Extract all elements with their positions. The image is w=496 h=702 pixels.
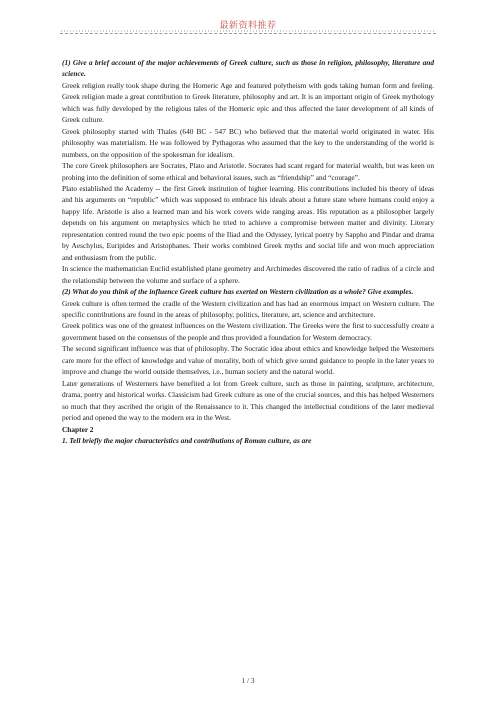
paragraph-later-generations: Later generations of Westerners have benefited a lot from Greek culture, such as those in painting, sculpture, architecture, drama, poetry and historical works. Classicism had Greek culture as one of the crucial sources, and this has helped Westerners so much that they ascribed the origin of the Renaissance to it. This changed the intellectual conditions of the later medieval period and opened the way to the modern era in the West. bbox=[62, 378, 434, 423]
paragraph-philosophers: The core Greek philosophers are Socrates, Plato and Aristotle. Socrates had scant regard for material wealth, but was keen on probing into the definition of some ethical and behavioral issues, such as “friendship” and “courage”. bbox=[62, 161, 434, 182]
paragraph-politics: Greek politics was one of the greatest influences on the Western civilization. The Greeks were the first to successfully create a government based on the consensus of the people and thus provided a foundation for Western democracy. bbox=[62, 321, 434, 342]
paragraph-philosophy-influence: The second significant influence was that of philosophy. The Socratic idea about ethics and knowledge helped the Westerners care more for the effect of knowledge and value of morality, both of which give sound guidance to people in the later years to improve and change the world outside themselves, i.e., human society and the natural world. bbox=[62, 344, 434, 377]
paragraph-religion: Greek religion really took shape during the Homeric Age and featured polytheism with gods taking human form and feeling. Greek religion made a great contribution to Greek literature, philosophy and art. It is an important origin of Greek mythology which was fully developed by the religious tales of the Homeric epic and thus affected the later development of all kinds of Greek culture. bbox=[62, 80, 434, 125]
paragraph-philosophy: Greek philosophy started with Thales (640 BC - 547 BC) who believed that the material world originated in water. His philosophy was materialism. He was followed by Pythagoras who assumed that the key to the understanding of the world is numbers, on the opposition of the spokesman for idealism. bbox=[62, 126, 434, 159]
paragraph-plato: Plato established the Academy -- the first Greek institution of higher learning. His contributions included his theory of ideas and his arguments on “republic” which was supposed to embrace his ideals about a future state where humans could enjoy a happy life. Aristotle is also a learned man and his work covers wide ranging areas. His reputation as a philosopher largely depends on his argument on metaphysics which he tried to achieve a compromise between matter and divinity. Literary representation centred round the two epic poems of the Iliad and the Odyssey, lyrical poetry by Sappho and Pindar and drama by Aeschylus, Euripides and Aristophanes. Their works combined Greek myths and social life and won much appreciation and enthusiasm from the public. bbox=[62, 183, 434, 262]
header-title: 最新资料推荐 bbox=[216, 20, 279, 30]
header-rule bbox=[60, 33, 436, 34]
paragraph-science: In science the mathematician Euclid established plane geometry and Archimedes discovered the ratio of radius of a circle and the relationship between the volume and surface of a sphere. bbox=[62, 264, 434, 285]
question-1: (1) Give a brief account of the major achievements of Greek culture, such as those in religion, philosophy, literature and science. bbox=[62, 58, 434, 79]
page-header bbox=[60, 18, 436, 32]
paragraph-influence: Greek culture is often termed the cradle of the Western civilization and has had an enormous impact on Western culture. The specific contributions are found in the areas of philosophy, politics, literature, art, science and architecture. bbox=[62, 298, 434, 319]
question-chapter2-1: 1. Tell briefly the major characteristics and contributions of Roman culture, as are bbox=[62, 435, 312, 445]
chapter-heading: Chapter 2 bbox=[62, 424, 94, 434]
page-number: 1 / 3 bbox=[241, 676, 255, 685]
question-2: (2) What do you think of the influence Greek culture has exerted on Western civilization as a whole? Give examples. bbox=[62, 287, 414, 297]
document-body bbox=[62, 57, 434, 446]
